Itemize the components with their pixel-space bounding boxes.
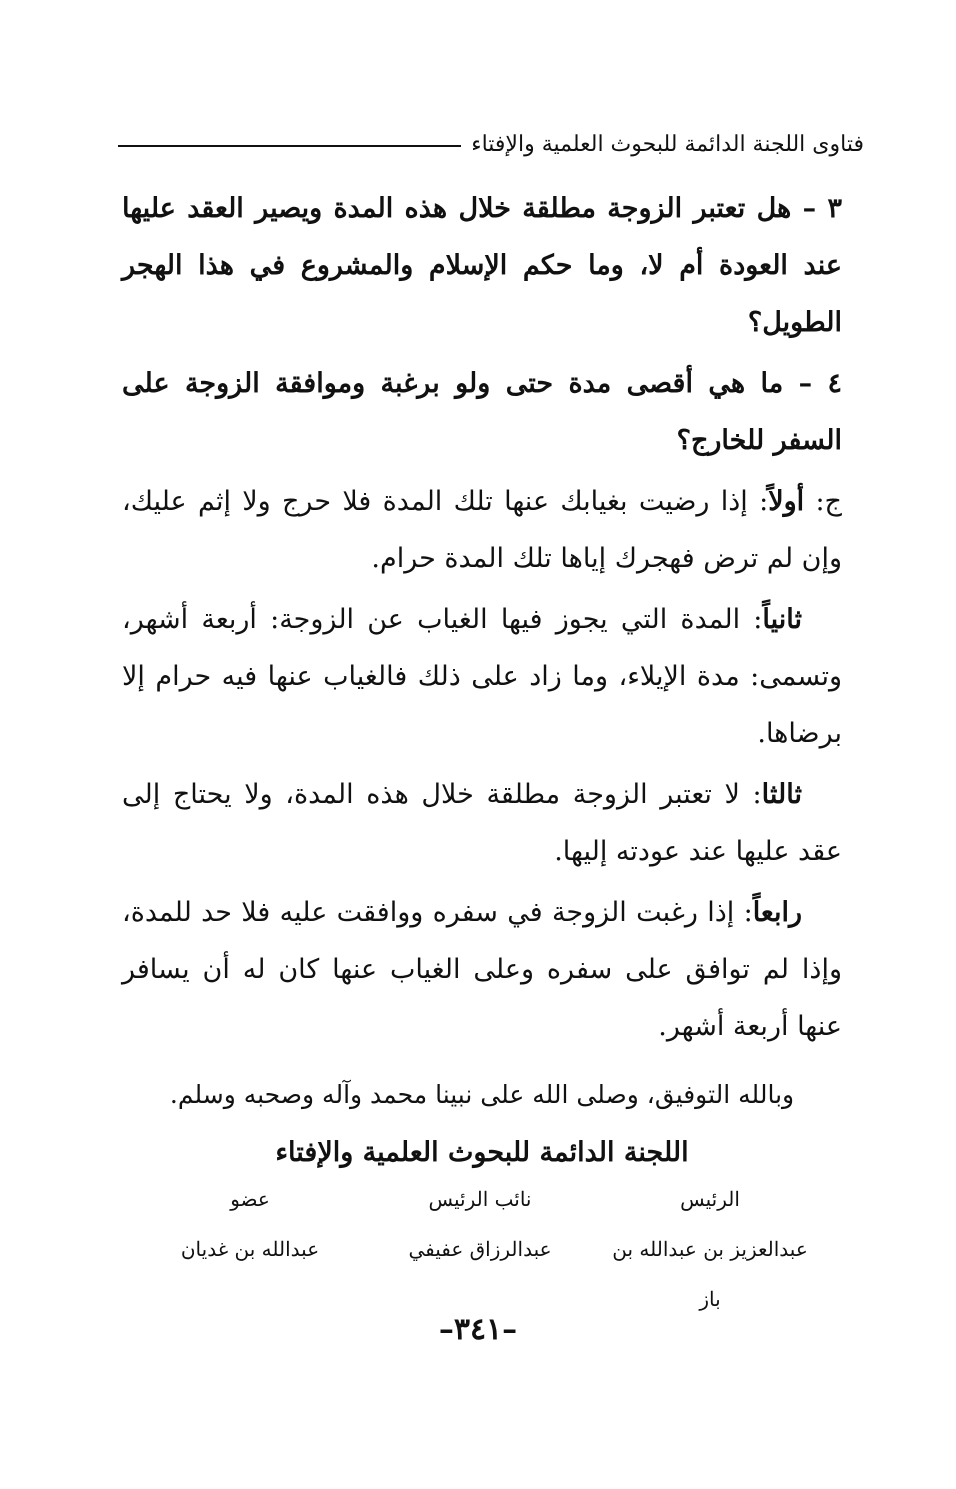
signature-role: نائب الرئيس xyxy=(428,1187,532,1211)
answer-second-lead: ثانياً xyxy=(762,604,802,635)
signature-name: عبدالله بن غديان xyxy=(180,1237,320,1261)
signatures-block xyxy=(140,1182,820,1324)
answer-third-lead: ثالثا xyxy=(761,779,802,810)
answer-first-text: : إذا رضيت بغيابك عنها تلك المدة فلا حرج ولا إثم عليك، وإن لم ترض فهجرك إياها تلك المدة حرام. xyxy=(122,486,842,574)
signature-name: عبدالعزيز بن عبدالله بن باز xyxy=(612,1237,808,1311)
closing-line: وبالله التوفيق، وصلى الله على نبينا محمد وآله وصحبه وسلم. xyxy=(169,1080,795,1109)
answer-prefix: ج: xyxy=(804,486,842,517)
answer-third-text: : لا تعتبر الزوجة مطلقة خلال هذه المدة، ولا يحتاج إلى عقد عليها عند عودته إليها. xyxy=(122,779,842,867)
answer-second xyxy=(122,591,842,762)
question-3: ٣ – هل تعتبر الزوجة مطلقة خلال هذه المدة ويصير العقد عليها عند العودة أم لا، وما حكم الإسلام والمشروع في هذا الهجر الطويل؟ xyxy=(122,193,842,338)
signature-role: الرئيس xyxy=(680,1187,740,1211)
question-4: ٤ – ما هي أقصى مدة حتى ولو برغبة وموافقة الزوجة على السفر للخارج؟ xyxy=(122,368,842,456)
answer-first xyxy=(122,473,842,587)
signature-name: عبدالرزاق عفيفي xyxy=(408,1237,552,1261)
answer-fourth-lead: رابعاً xyxy=(752,897,802,928)
answer-first-lead: أولاً xyxy=(768,486,805,517)
signature-president xyxy=(600,1182,820,1324)
page-number: –٣٤١– xyxy=(438,1312,518,1347)
signature-role: عضو xyxy=(230,1187,270,1211)
running-header xyxy=(118,124,864,164)
header-rule xyxy=(118,145,461,147)
running-header-title: فتاوى اللجنة الدائمة للبحوث العلمية والإفتاء xyxy=(471,131,864,157)
answer-fourth xyxy=(122,884,842,1055)
answer-second-text: : المدة التي يجوز فيها الغياب عن الزوجة: أربعة أشهر، وتسمى: مدة الإيلاء، وما زاد على ذلك فالغياب عنها فيه حرام إلا برضاها. xyxy=(122,604,842,749)
answer-third xyxy=(122,766,842,880)
committee-title: اللجنة الدائمة للبحوث العلمية والإفتاء xyxy=(275,1137,689,1168)
signature-vice-president xyxy=(370,1182,590,1324)
signature-member xyxy=(140,1182,360,1324)
fatwa-body xyxy=(122,180,842,1059)
answer-fourth-text: : إذا رغبت الزوجة في سفره ووافقت عليه فلا حد للمدة، وإذا لم توافق على سفره وعلى الغياب عنها كان له أن يسافر عنها أربعة أشهر. xyxy=(122,897,842,1042)
